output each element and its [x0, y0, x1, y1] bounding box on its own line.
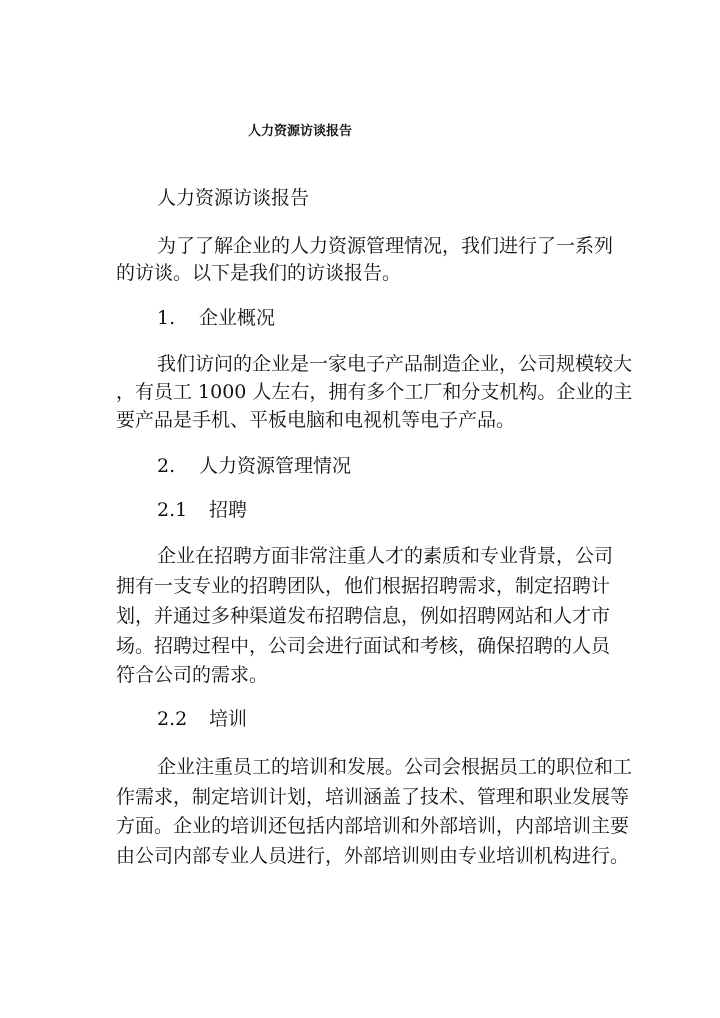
- subsection-2-2-line-3: 方面。企业的培训还包括内部培训和外部培训，内部培训主要: [116, 815, 630, 837]
- subsection-2-1-line-5: 符合公司的需求。: [116, 664, 269, 686]
- section-1-title: 企业概况: [199, 307, 276, 329]
- intro-line-1: 为了了解企业的人力资源管理情况，我们进行了一系列: [157, 235, 614, 257]
- subsection-2-2-title: 培训: [209, 708, 248, 730]
- subsection-2-1-number: 2.1: [157, 499, 188, 521]
- subsection-2-1-line-2: 拥有一支专业的招聘团队，他们根据招聘需求，制定招聘计: [116, 575, 611, 597]
- subsection-2-1-heading: [157, 497, 247, 523]
- section-1-line-1: 我们访问的企业是一家电子产品制造企业，公司规模较大: [157, 353, 633, 375]
- subsection-2-1-line-3: 划，并通过多种渠道发布招聘信息，例如招聘网站和人才市: [116, 605, 611, 627]
- document-title: 人力资源访谈报告: [157, 187, 310, 209]
- section-2-title: 人力资源管理情况: [199, 455, 352, 477]
- section-1-line-2: ，有员工 1000 人左右，拥有多个工厂和分支机构。企业的主: [116, 381, 633, 403]
- intro-line-2: 的访谈。以下是我们的访谈报告。: [116, 262, 402, 284]
- subsection-2-2-number: 2.2: [157, 708, 188, 730]
- section-2-heading: [157, 453, 351, 479]
- subsection-2-2-line-2: 作需求，制定培训计划，培训涵盖了技术、管理和职业发展等: [116, 786, 630, 808]
- subsection-2-1-title: 招聘: [209, 499, 248, 521]
- section-1-number: 1.: [157, 307, 176, 329]
- subsection-2-2-heading: [157, 706, 247, 732]
- subsection-2-2-line-4: 由公司内部专业人员进行，外部培训则由专业培训机构进行。: [116, 845, 630, 867]
- subsection-2-1-line-1: 企业在招聘方面非常注重人才的素质和专业背景，公司: [157, 545, 614, 567]
- subsection-2-1-line-4: 场。招聘过程中，公司会进行面试和考核，确保招聘的人员: [116, 635, 611, 657]
- section-2-number: 2.: [157, 455, 176, 477]
- section-1-line-3: 要产品是手机、平板电脑和电视机等电子产品。: [116, 409, 516, 431]
- section-1-heading: [157, 305, 275, 331]
- subsection-2-2-line-1: 企业注重员工的培训和发展。公司会根据员工的职位和工: [157, 756, 633, 778]
- running-header: 人力资源访谈报告: [248, 124, 353, 139]
